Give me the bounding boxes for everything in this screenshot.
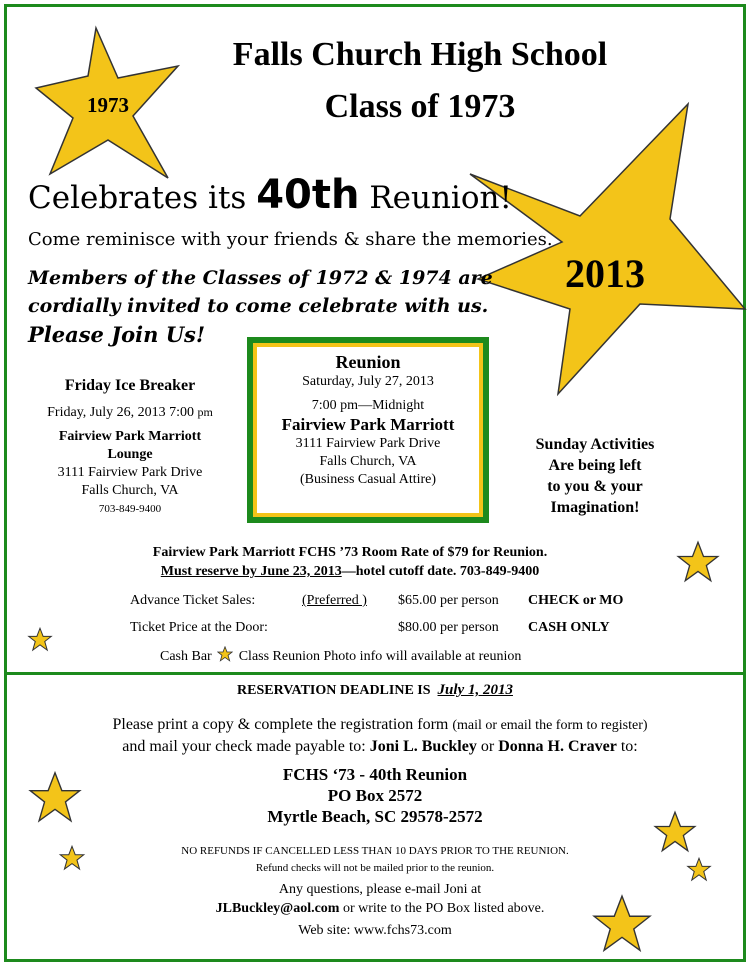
reserve-rest: —hotel cutoff date. 703-849-9400 [341,564,540,579]
reunion-address1: 3111 Fairview Park Drive [295,436,441,451]
reunion-venue: Fairview Park Marriott [281,415,455,434]
star-icon [686,857,712,882]
door-payment: CASH ONLY [528,620,610,635]
members-invite [28,264,493,320]
sunday-line1: Sunday Activities [535,436,655,453]
reunion-address2: Falls Church, VA [319,454,417,469]
friday-date-line [28,403,232,422]
celebrates-suffix: Reunion! [369,180,512,216]
contact-email-rest: or write to the PO Box listed above. [342,901,545,916]
registration-instructions [0,714,750,757]
star-1973-icon [38,28,178,178]
star-2013-label: 2013 [565,251,645,296]
reservation-deadline [0,682,750,699]
cash-bar-text: Cash Bar [160,649,212,664]
contact-email[interactable]: JLBuckley@aol.com [215,901,340,916]
section-divider [4,672,746,675]
mail-text: and mail your check made payable to: [122,738,366,755]
payee-name2: Donna H. Craver [498,738,617,755]
hotel-rate: Fairview Park Marriott FCHS ’73 Room Rate of $79 for Reunion. [152,545,548,560]
friday-venue-line2: Lounge [107,447,153,462]
page-title-line1: Falls Church High School [232,36,608,73]
cash-bar-line [160,646,521,665]
addr-line3: Myrtle Beach, SC 29578-2572 [267,807,483,826]
sunday-line4: Imagination! [550,499,640,516]
friday-pm: pm [197,405,213,419]
refund-policy [0,843,750,877]
star-icon [27,627,53,652]
reunion-attire: (Business Casual Attire) [299,472,437,487]
deadline-label: RESERVATION DEADLINE IS [237,683,431,698]
advance-price: $65.00 per person [398,593,499,608]
members-line1: Members of the Classes of 1972 & 1974 are [28,267,493,289]
advance-payment: CHECK or MO [528,593,624,608]
star-icon [25,770,85,825]
join-us-text: Please Join Us! [28,322,206,347]
hotel-reserve [100,564,600,580]
star-icon [675,540,721,584]
star-1973-label: 1973 [87,93,129,117]
friday-address2: Falls Church, VA [81,483,179,498]
reunion-time: 7:00 pm—Midnight [311,398,425,413]
refund-line2: Refund checks will not be mailed prior to the reunion. [255,862,495,874]
reunion-date: Saturday, July 27, 2013 [302,374,434,389]
deadline-date: July 1, 2013 [437,682,513,698]
star-icon [58,845,86,871]
advance-note: (Preferred ) [302,593,367,608]
sunday-section [500,434,690,518]
door-price: $80.00 per person [398,620,499,635]
friday-date: Friday, July 26, 2013 7:00 [47,405,195,420]
photo-info-text: Class Reunion Photo info will available at reunion [238,649,522,664]
star-icon [652,810,698,854]
questions-text: Any questions, please e-mail Joni at [278,882,482,897]
payee-name1: Joni L. Buckley [369,738,477,755]
print-note: (mail or email the form to register) [452,718,648,733]
advance-label: Advance Ticket Sales: [130,593,256,608]
celebrates-40th: 40th [256,172,360,218]
page-title-line2: Class of 1973 [324,88,516,125]
sunday-line2: Are being left [548,457,642,474]
friday-title: Friday Ice Breaker [64,377,196,394]
website-line[interactable]: Web site: www.fchs73.com [298,923,452,938]
friday-section [28,375,232,518]
to-text: to: [620,738,638,755]
reunion-box [247,337,489,523]
friday-address1: 3111 Fairview Park Drive [57,465,203,480]
friday-venue-line1: Fairview Park Marriott [58,429,202,444]
reminisce-text: Come reminisce with your friends & share the memories. [28,229,553,250]
members-line2: cordially invited to come celebrate with us. [28,295,489,317]
addr-line1: FCHS ‘73 - 40th Reunion [282,765,468,784]
sunday-line3: to you & your [547,478,643,495]
mailing-address [0,764,750,827]
star-icon [588,893,656,955]
door-label: Ticket Price at the Door: [130,620,268,635]
small-star-icon [217,646,233,662]
reunion-title: Reunion [335,352,401,372]
celebrates-prefix: Celebrates its [28,180,247,216]
friday-phone: 703-849-9400 [98,503,162,515]
celebrates-heading [28,172,512,218]
reserve-deadline: Must reserve by June 23, 2013 [160,564,342,579]
addr-line2: PO Box 2572 [327,786,423,805]
refund-line1: NO REFUNDS IF CANCELLED LESS THAN 10 DAYS PRIOR TO THE REUNION. [181,845,569,857]
or-text: or [480,738,495,755]
print-text: Please print a copy & complete the registration form [112,716,449,733]
